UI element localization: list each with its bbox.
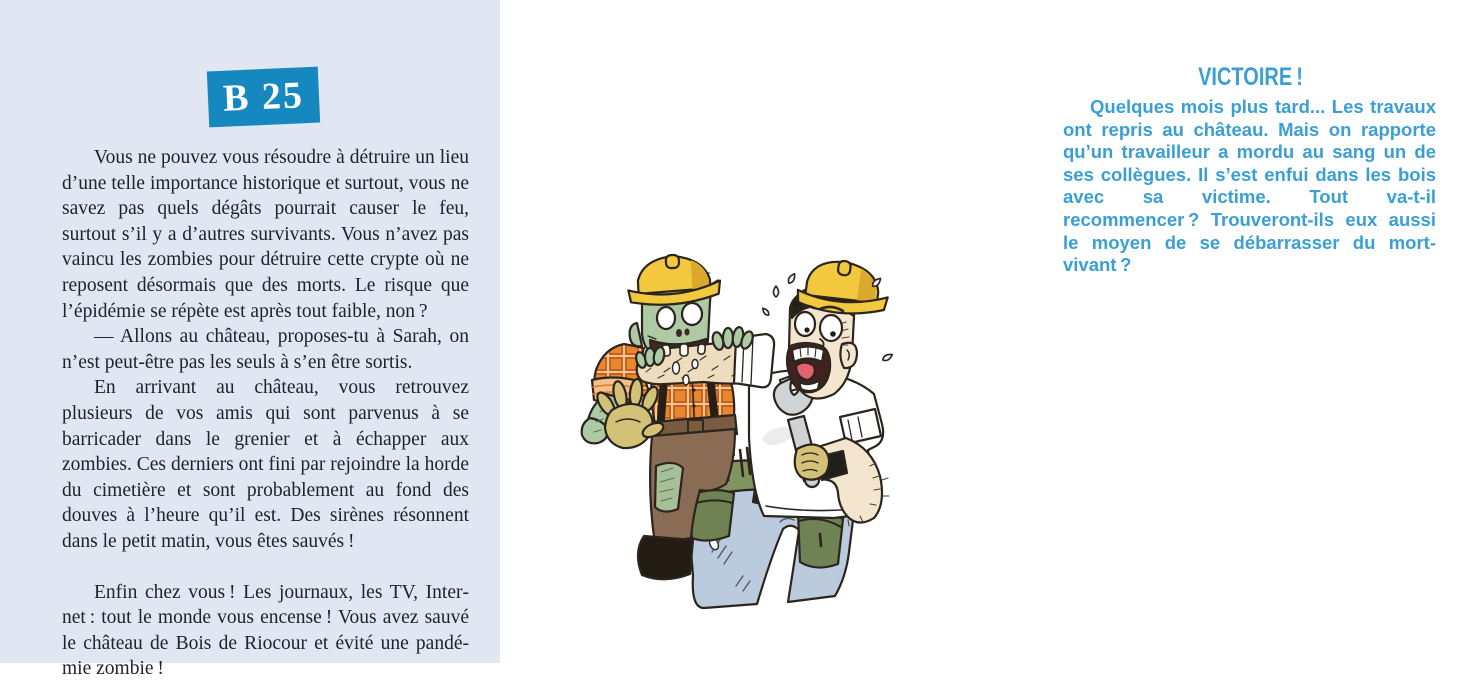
zombie-hard-hat [627, 253, 721, 307]
ending-title: VICTOIRE ! [1197, 63, 1303, 91]
section-badge [207, 67, 320, 128]
ending-paragraph: Quelques mois plus tard... Les travaux ont repris au château. Mais on rapporte qu’un travailleur a mordu au sang un de ses collègues. Il s’est enfui dans les bois avec sa victime. Tout va-t-il recommencer ? Trouveront-ils eux aussi le moyen de se débarrasser du mort-vivant ? [1063, 96, 1436, 276]
worker-glove [795, 445, 829, 480]
story-text [62, 145, 469, 682]
section-label: B 25 [222, 74, 305, 120]
zombie-biting-worker-illustration [552, 252, 1000, 663]
left-book-page [0, 0, 500, 680]
zombie-boot [638, 536, 693, 579]
worker-head [787, 255, 892, 398]
ending-text [1063, 96, 1436, 277]
zombie-ear [630, 323, 642, 346]
story-paragraph: En arrivant au château, vous retrouvez plusieurs de vos amis qui sont parvenus à se barricader dans le grenier et à échapper aux zombies. Ces derniers ont fini par rejoindre la horde du cimetière et sont probablement au fond des douves à l’heure qu’il est. Des sirènes résonnent dans le petit matin, vous êtes sauvés ! [62, 377, 469, 552]
story-paragraph-closing: Enfin chez vous ! Les journaux, les TV, Internet : tout le monde vous encense ! Vous avez sauvé le château de Bois de Riocour et évité une pandémie zombie ! [62, 581, 469, 680]
story-paragraph-dialogue: — Allons au château, proposes-tu à Sarah, on n’est peut-être pas les seuls à s’en être sortis. [62, 326, 469, 373]
story-paragraph: Vous ne pouvez vous résoudre à détruire un lieu d’une telle importance historique et surtout, vous ne savez pas quels dégâts pourrait causer le feu, surtout s’il y a d’autres survivants. Vous n’avez pas vaincu les zombies pour détruire cette crypte où ne reposent désormais que des morts. Le risque que l’épidémie se répète est après tout faible, non ? [62, 147, 469, 322]
